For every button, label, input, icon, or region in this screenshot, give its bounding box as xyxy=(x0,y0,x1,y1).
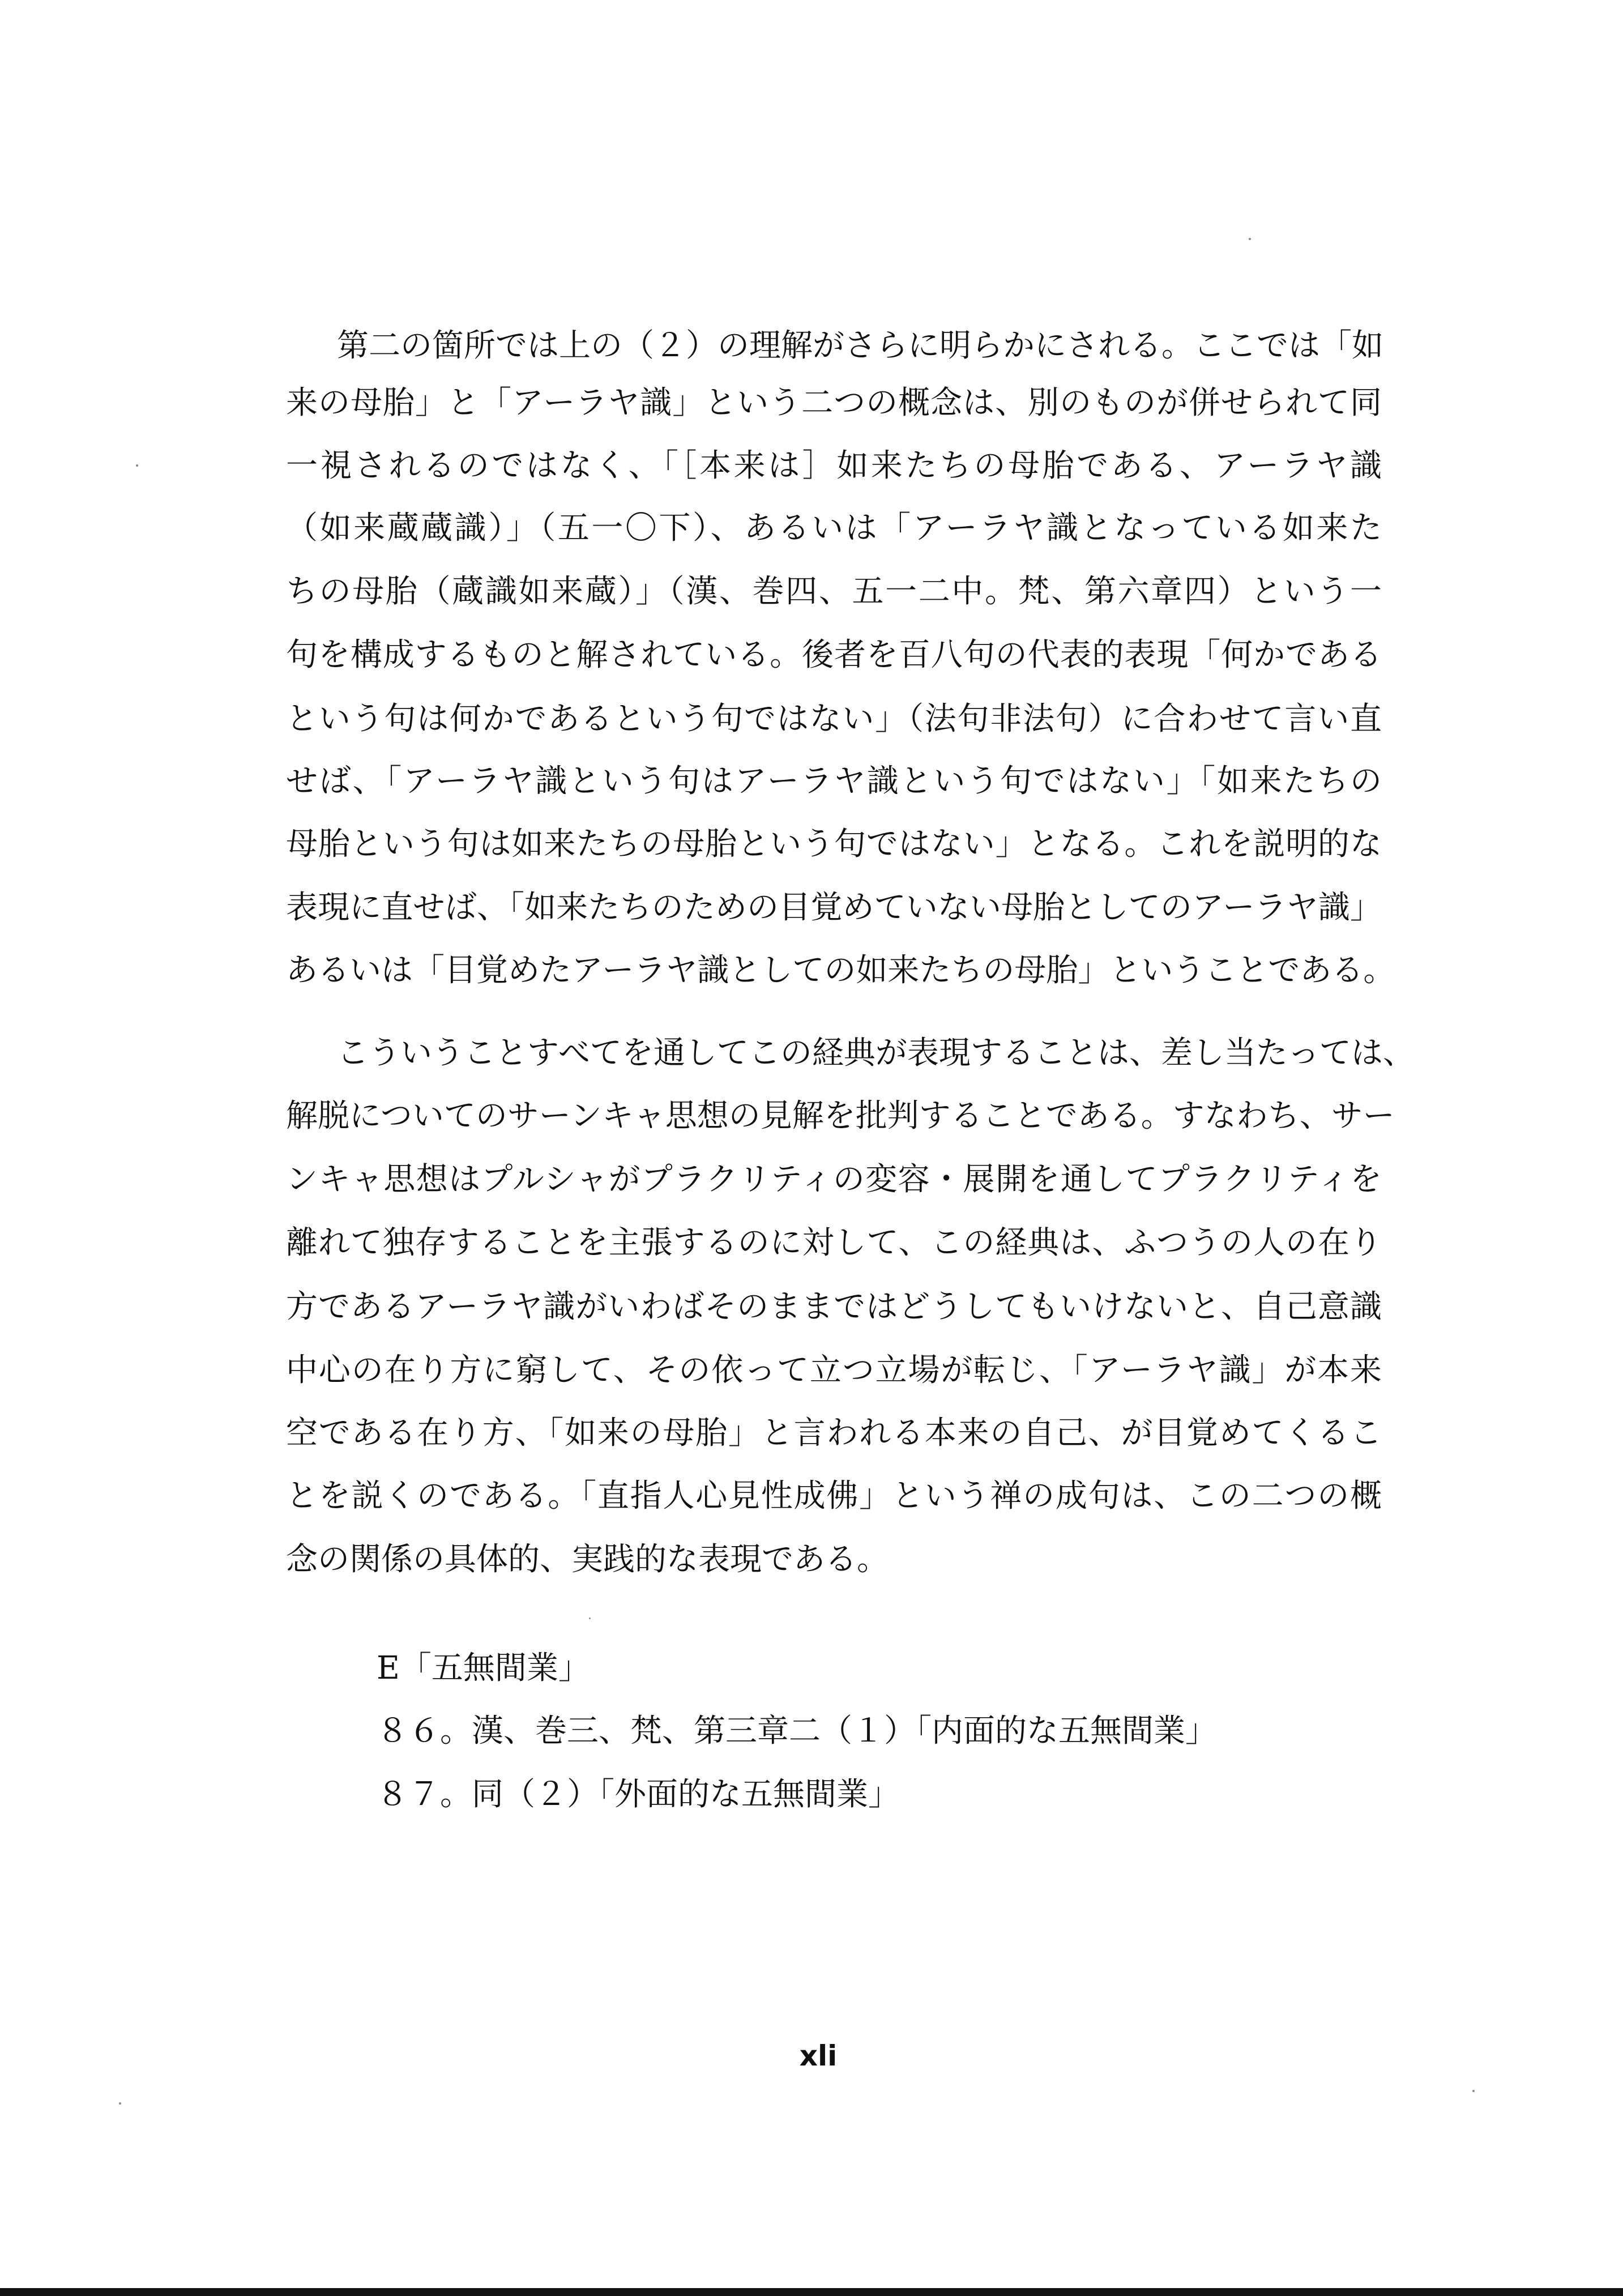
paragraph-line: ンキャ思想はプルシャがプラクリティの変容・展開を通してプラクリティを xyxy=(286,1161,1382,1198)
scan-speck xyxy=(589,1618,591,1619)
section-heading: E「五無間業」 xyxy=(377,1650,590,1687)
paragraph-line: とを説くのである。「直指人心見性成佛」という禅の成句は、この二つの概 xyxy=(286,1478,1382,1514)
page-number: xli xyxy=(799,2039,838,2072)
paragraph-line: 空である在り方、「如来の母胎」と言われる本来の自己、が目覚めてくるこ xyxy=(286,1415,1382,1452)
paragraph-line: 一視されるのではなく、「［本来は］如来たちの母胎である、アーラヤ識 xyxy=(286,447,1382,484)
paragraph-line: 第二の箇所では上の（２）の理解がさらに明らかにされる。ここでは「如 xyxy=(337,327,1383,364)
paragraph-line: 解脱についてのサーンキャ思想の見解を批判することである。すなわち、サー xyxy=(286,1098,1395,1134)
paragraph-line: 来の母胎」と「アーラヤ識」という二つの概念は、別のものが併せられて同 xyxy=(286,385,1382,421)
paragraph-line: 離れて独存することを主張するのに対して、この経典は、ふつうの人の在り xyxy=(286,1224,1382,1261)
paragraph-line: せば、「アーラヤ識という句はアーラヤ識という句ではない」「如来たちの xyxy=(286,763,1382,800)
paragraph-line: こういうことすべてを通してこの経典が表現することは、差し当たっては、 xyxy=(337,1035,1415,1072)
section-item: ８７。同（２）「外面的な五無間業」 xyxy=(377,1776,900,1813)
paragraph-line: 句を構成するものと解されている。後者を百八句の代表的表現「何かである xyxy=(286,637,1382,673)
scan-speck xyxy=(1472,2090,1475,2092)
paragraph-line: という句は何かであるという句ではない」（法句非法句）に合わせて言い直 xyxy=(286,701,1382,737)
paragraph-line: 表現に直せば、「如来たちのための目覚めていない母胎としてのアーラヤ識」 xyxy=(286,889,1382,926)
paragraph-line: あるいは「目覚めたアーラヤ識としての如来たちの母胎」ということである。 xyxy=(286,952,1395,989)
paragraph-line: 中心の在り方に窮して、その依って立つ立場が転じ、「アーラヤ識」が本来 xyxy=(286,1352,1382,1389)
scan-speck xyxy=(119,2102,121,2105)
paragraph-line: 母胎という句は如来たちの母胎という句ではない」となる。これを説明的な xyxy=(286,826,1382,863)
paragraph-line: ちの母胎（蔵識如来蔵）」（漢、巻四、五一二中。梵、第六章四）という一 xyxy=(286,573,1382,610)
paragraph-line: 方であるアーラヤ識がいわばそのままではどうしてもいけないと、自己意識 xyxy=(286,1288,1382,1325)
paragraph-line: （如来蔵蔵識）」（五一〇下）、あるいは「アーラヤ識となっている如来た xyxy=(286,510,1382,547)
scan-border xyxy=(0,2288,1623,2296)
paragraph-line: 念の関係の具体的、実践的な表現である。 xyxy=(286,1541,889,1578)
section-item: ８６。漢、巻三、梵、第三章二（１）「内面的な五無間業」 xyxy=(377,1713,1217,1749)
scan-speck xyxy=(136,464,138,467)
scan-speck xyxy=(1249,238,1251,240)
